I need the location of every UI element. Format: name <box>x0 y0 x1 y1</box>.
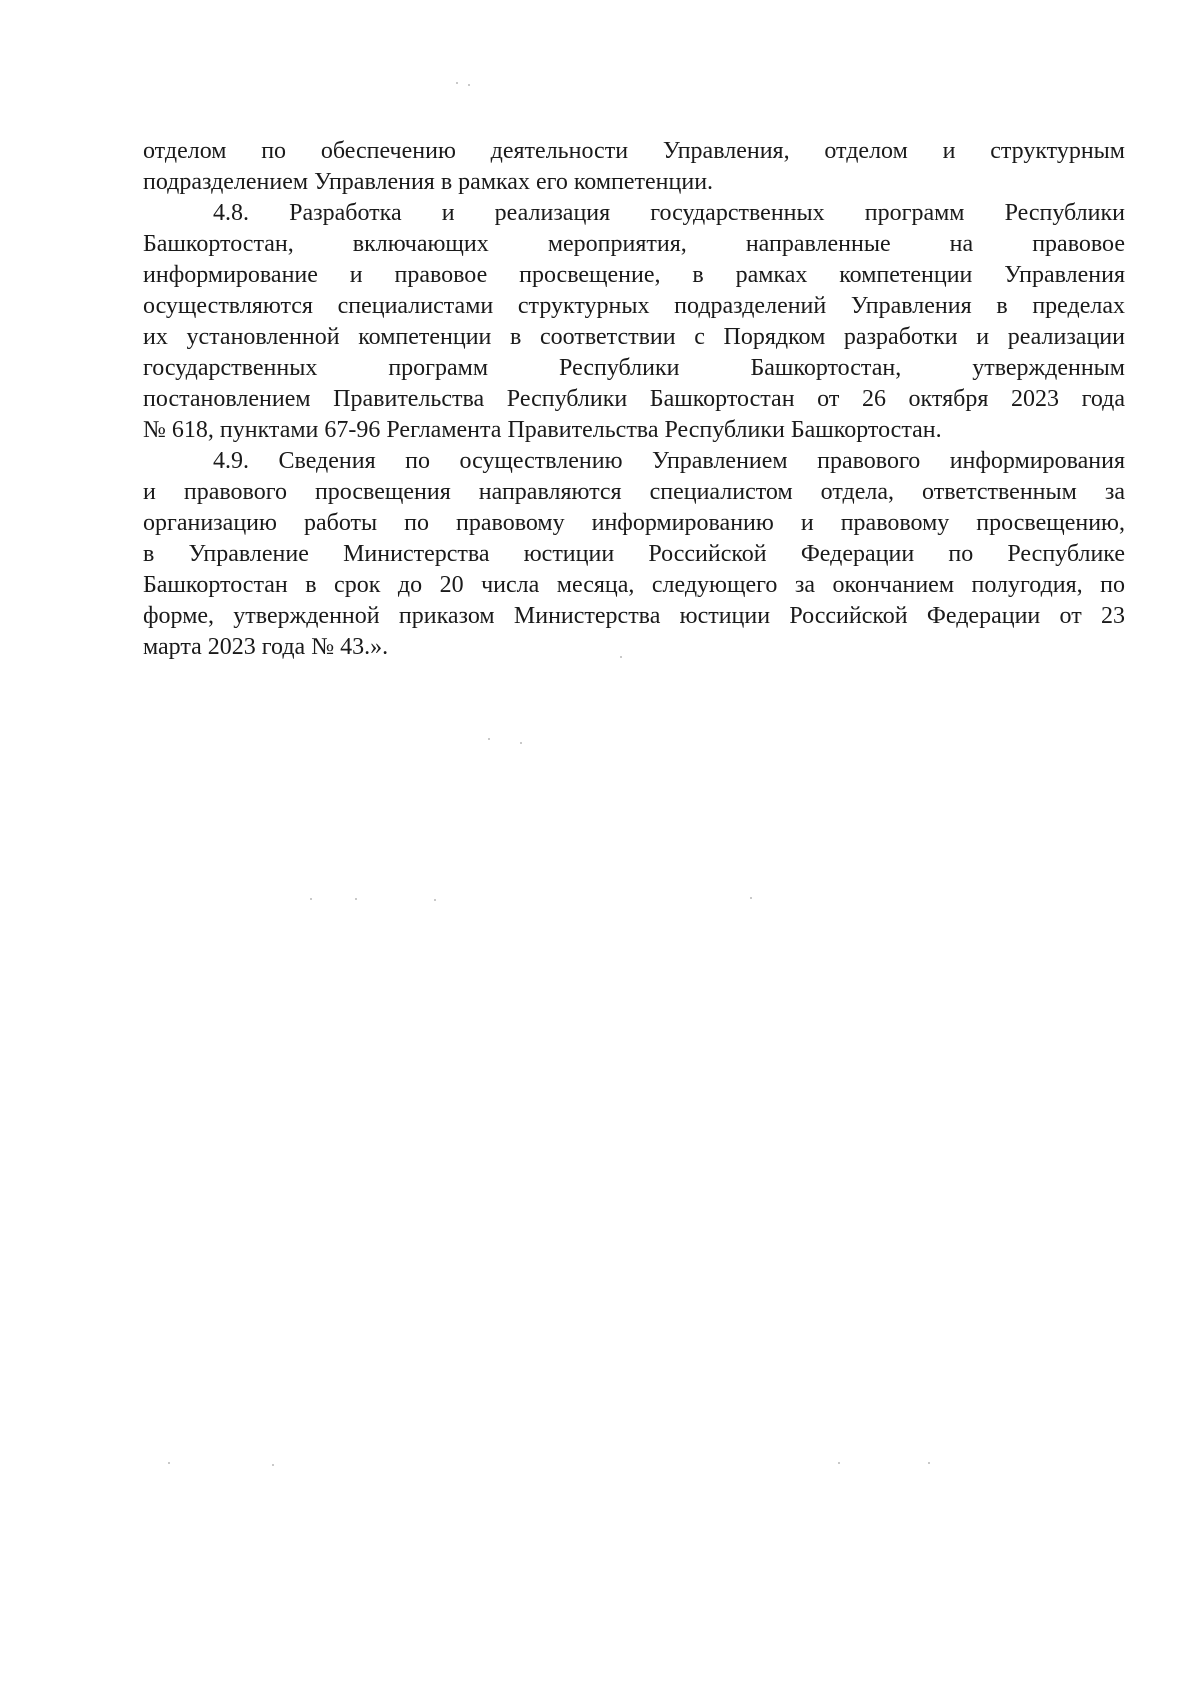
text-line: информирование и правовое просвещение, в рамках компетенции Управления <box>143 262 1125 288</box>
scan-speck <box>434 899 436 901</box>
text-line: их установленной компетенции в соответствии с Порядком разработки и реализации <box>143 324 1125 350</box>
text-line: № 618, пунктами 67-96 Регламента Правительства Республики Башкортостан. <box>143 417 942 443</box>
text-line: Башкортостан в срок до 20 числа месяца, следующего за окончанием полугодия, по <box>143 572 1125 598</box>
scan-speck <box>168 1462 170 1464</box>
scan-speck <box>355 898 357 900</box>
scan-speck <box>456 82 458 84</box>
text-line: и правового просвещения направляются специалистом отдела, ответственным за <box>143 479 1125 505</box>
scan-speck <box>750 897 752 899</box>
scan-speck <box>838 1462 840 1464</box>
scan-speck <box>928 1462 930 1464</box>
scan-speck <box>488 738 490 740</box>
text-line: подразделением Управления в рамках его компетенции. <box>143 169 714 195</box>
text-line: форме, утвержденной приказом Министерства юстиции Российской Федерации от 23 <box>143 603 1125 629</box>
scan-speck <box>310 898 312 900</box>
paragraph-4-9-first-line: 4.9. Сведения по осуществлению Управлением правового информирования <box>213 448 1125 474</box>
text-line: марта 2023 года № 43.». <box>143 634 389 660</box>
scan-speck <box>520 742 522 744</box>
scan-speck <box>620 656 622 658</box>
text-line: Башкортостан, включающих мероприятия, направленные на правовое <box>143 231 1125 257</box>
paragraph-4-8-first-line: 4.8. Разработка и реализация государственных программ Республики <box>213 200 1125 226</box>
text-line: отделом по обеспечению деятельности Управления, отделом и структурным <box>143 138 1125 164</box>
document-body <box>143 136 1125 663</box>
text-line: организацию работы по правовому информированию и правовому просвещению, <box>143 510 1125 536</box>
scan-speck <box>468 84 470 86</box>
scan-speck <box>272 1464 274 1466</box>
text-line: осуществляются специалистами структурных подразделений Управления в пределах <box>143 293 1125 319</box>
text-line: в Управление Министерства юстиции Российской Федерации по Республике <box>143 541 1125 567</box>
text-line: государственных программ Республики Башкортостан, утвержденным <box>143 355 1125 381</box>
text-line: постановлением Правительства Республики Башкортостан от 26 октября 2023 года <box>143 386 1125 412</box>
